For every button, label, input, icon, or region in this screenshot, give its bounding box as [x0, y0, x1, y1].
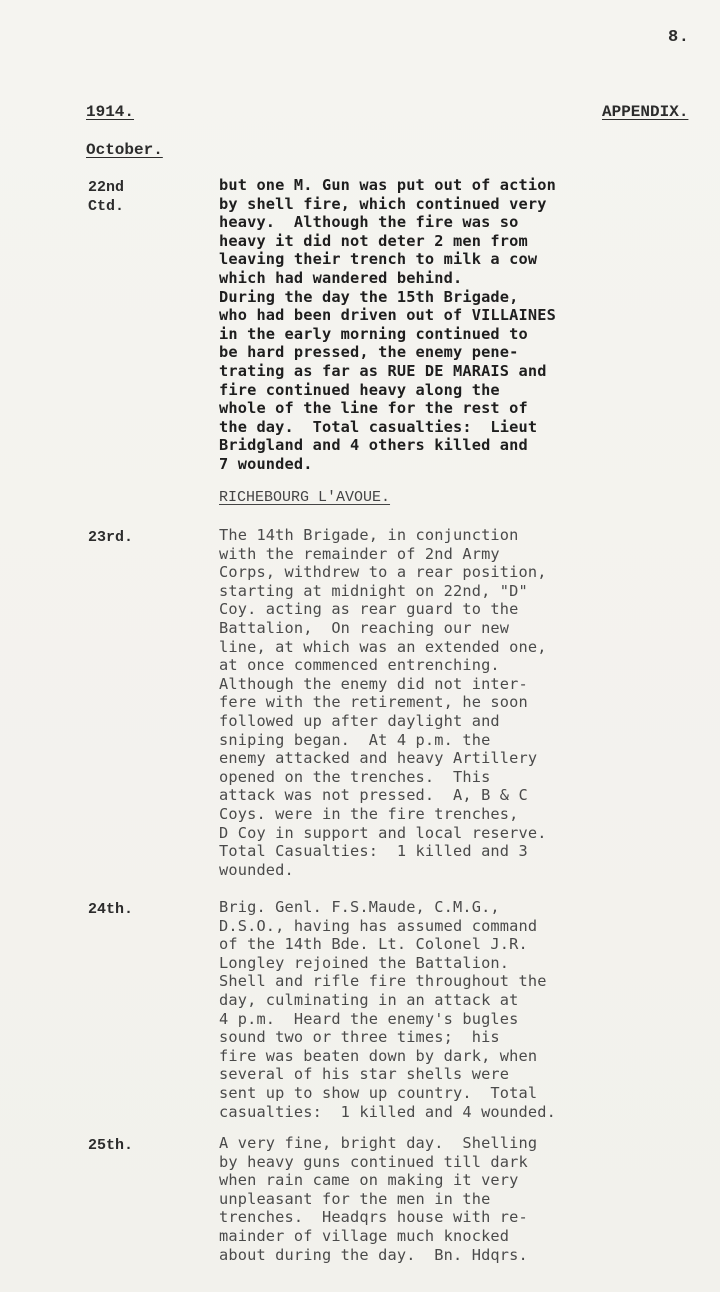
entry-date-24th: 24th.: [88, 901, 134, 918]
page-number: 8.: [668, 28, 690, 47]
place-heading: RICHEBOURG L'AVOUE.: [219, 489, 391, 506]
entry-text-25th: A very fine, bright day. Shelling by heavy guns continued till dark when rain came on making it very unpleasant for the men in the trenches. Headqrs house with re- mainder of village much knocked about during the day. Bn. Hdqrs.: [219, 1134, 538, 1264]
entry-text-23rd: The 14th Brigade, in conjunction with the remainder of 2nd Army Corps, withdrew to a rear position, starting at midnight on 22nd, "D" Coy. acting as rear guard to the Battalion, On reaching our new line, at which was an extended one, at once commenced entrenching. Although the enemy did not inter- fere with the retirement, he soon followed up after daylight and sniping began. At 4 p.m. the enemy attacked and heavy Artillery opened on the trenches. This attack was not pressed. A, B & C Coys. were in the fire trenches, D Coy in support and local reserve. Total Casualties: 1 killed and 3 wounded.: [219, 526, 547, 879]
entry-text-22nd: but one M. Gun was put out of action by shell fire, which continued very heavy. Although the fire was so heavy it did not deter 2 men from leaving their trench to milk a cow which had wandered behind. During the day the 15th Brigade, who had been driven out of VILLAINES in the early morning continued to be hard pressed, the enemy pene- trating as far as RUE DE MARAIS and fire continued heavy along the whole of the line for the rest of the day. Total casualties: Lieut Bridgland and 4 others killed and 7 wounded.: [219, 176, 556, 473]
appendix-heading: APPENDIX.: [602, 103, 689, 121]
year-heading: 1914.: [86, 103, 135, 121]
month-heading: October.: [86, 141, 163, 159]
entry-text-24th: Brig. Genl. F.S.Maude, C.M.G., D.S.O., having has assumed command of the 14th Bde. Lt. Colonel J.R. Longley rejoined the Battalion. Shell and rifle fire throughout the day, culminating in an attack at 4 p.m. Heard the enemy's bugles sound two or three times; his fire was beaten down by dark, when several of his star shells were sent up to show up country. Total casualties: 1 killed and 4 wounded.: [219, 898, 556, 1121]
entry-date-22nd: 22nd Ctd.: [88, 179, 125, 215]
entry-date-25th: 25th.: [88, 1137, 134, 1154]
entry-date-23rd: 23rd.: [88, 529, 134, 546]
